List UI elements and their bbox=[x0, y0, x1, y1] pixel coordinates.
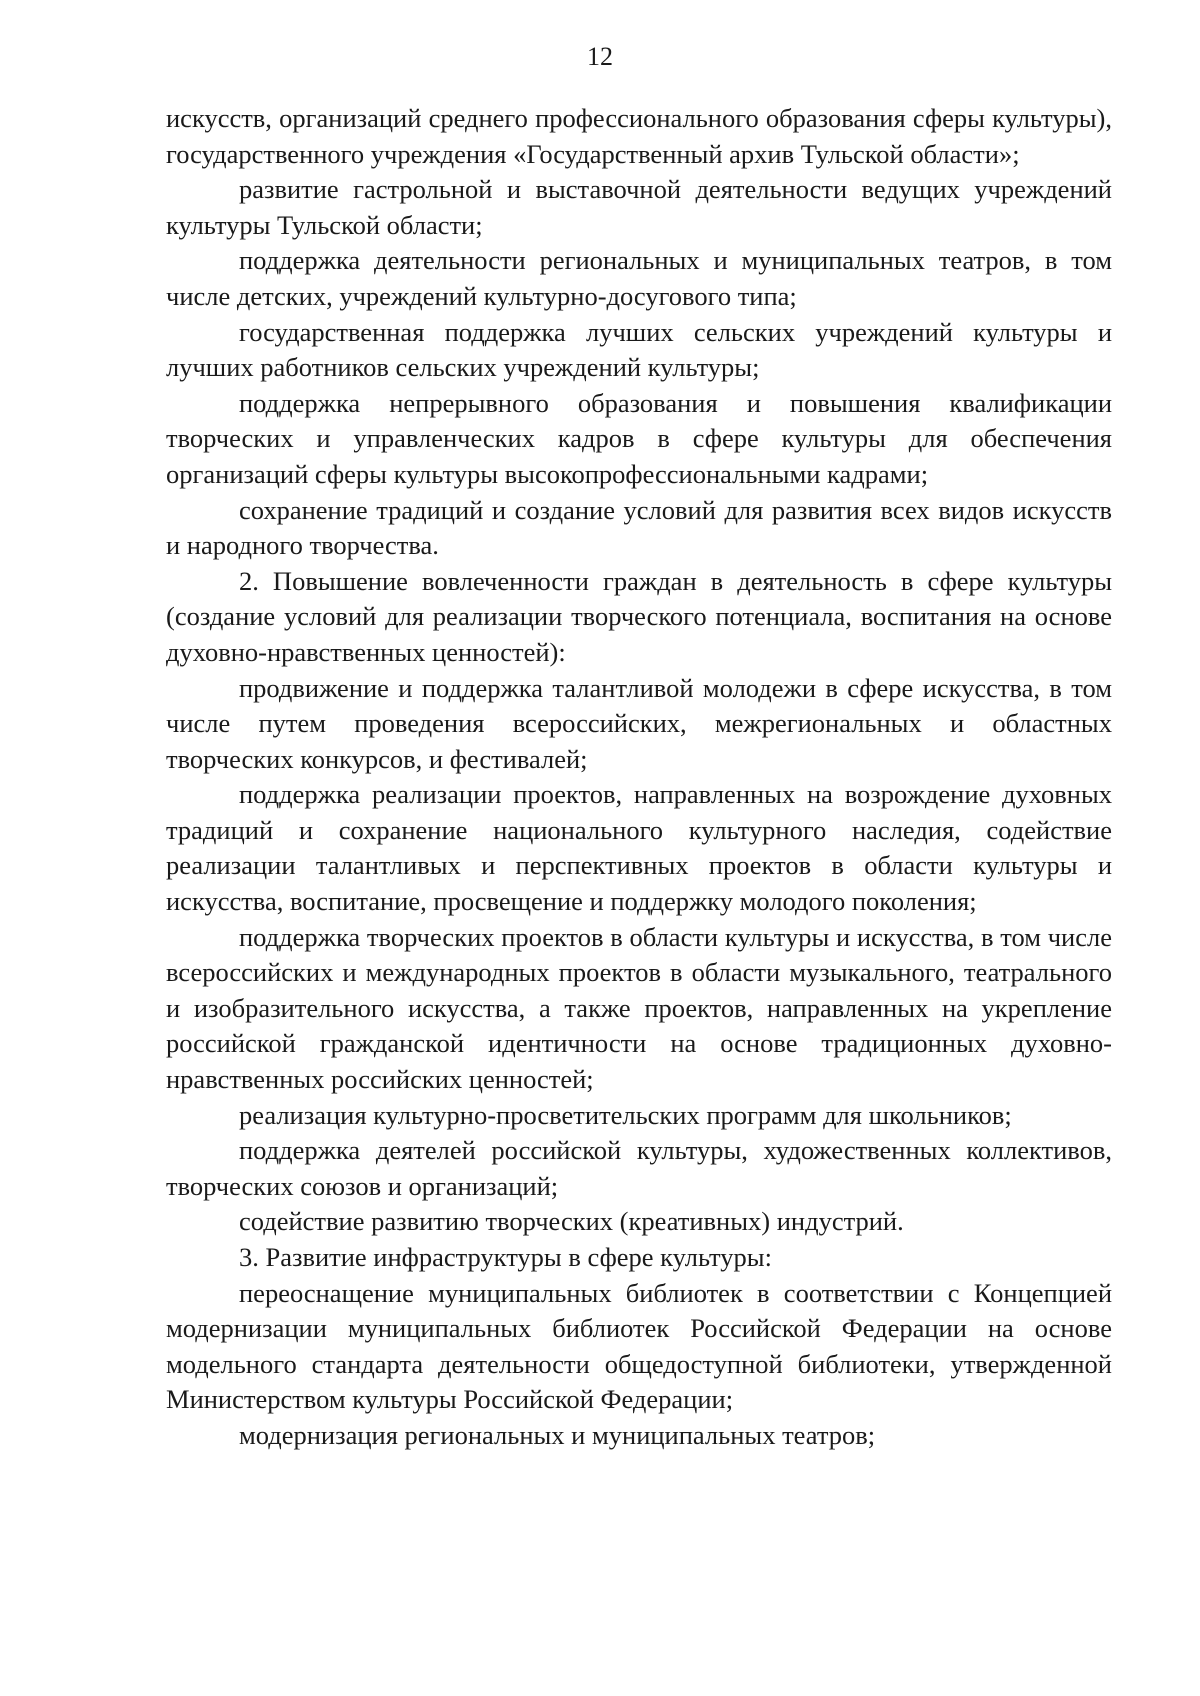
paragraph-touring-exhibitions: развитие гастрольной и выставочной деятельности ведущих учреждений культуры Тульской области; bbox=[166, 174, 1112, 240]
paragraph-section-2-heading: 2. Повышение вовлеченности граждан в деятельность в сфере культуры (создание условий для реализации творческого потенциала, воспитания на основе духовно-нравственных ценностей): bbox=[166, 565, 1112, 667]
paragraph-rural-institutions: государственная поддержка лучших сельских учреждений культуры и лучших работников сельских учреждений культуры; bbox=[166, 316, 1112, 383]
paragraph-school-programs: реализация культурно-просветительских программ для школьников; bbox=[239, 1099, 1012, 1130]
paragraph-continuous-education: поддержка непрерывного образования и повышения квалификации творческих и управленческих кадров в сфере культуры для обеспечения организаций сферы культуры высокопрофессиональными кадрами; bbox=[166, 387, 1112, 489]
document-body bbox=[166, 101, 1112, 1454]
paragraph-section-3-heading: 3. Развитие инфраструктуры в сфере культуры: bbox=[239, 1242, 772, 1272]
paragraph-creative-industries: содействие развитию творческих (креативных) индустрий. bbox=[239, 1206, 904, 1237]
paragraph-spiritual-traditions: поддержка реализации проектов, направленных на возрождение духовных традиций и сохранение национального культурного наследия, содействие реализации талантливых и перспективных проектов в области культуры и искусства, воспитание, просвещение и поддержку молодого поколения; bbox=[166, 779, 1112, 917]
page-number: 12 bbox=[587, 42, 613, 71]
paragraph-theatre-modernization: модернизация региональных и муниципальных театров; bbox=[239, 1419, 876, 1450]
paragraph-theatre-support: поддержка деятельности региональных и муниципальных театров, в том числе детских, учреждений культурно-досугового типа; bbox=[166, 245, 1112, 311]
paragraph-continuation: искусств, организаций среднего профессионального образования сферы культуры), государственного учреждения «Государственный архив Тульской области»; bbox=[166, 103, 1112, 169]
paragraph-talented-youth: продвижение и поддержка талантливой молодежи в сфере искусства, в том числе путем проведения всероссийских, межрегиональных и областных творческих конкурсов, и фестивалей; bbox=[166, 672, 1112, 774]
paragraph-creative-projects: поддержка творческих проектов в области культуры и искусства, в том числе всероссийских и международных проектов в области музыкального, театрального и изобразительного искусства, а также проектов, направленных на укрепление российской гражданской идентичности на основе традиционных духовно-нравственных российских ценностей; bbox=[166, 921, 1112, 1095]
paragraph-traditions: сохранение традиций и создание условий для развития всех видов искусств и народного творчества. bbox=[166, 494, 1112, 561]
paragraph-culture-figures: поддержка деятелей российской культуры, художественных коллективов, творческих союзов и организаций; bbox=[166, 1135, 1112, 1201]
paragraph-library-reequipment: переоснащение муниципальных библиотек в соответствии с Концепцией модернизации муниципальных библиотек Российской Федерации на основе модельного стандарта деятельности общедоступной библиотеки, утвержденной Министерством культуры Российской Федерации; bbox=[166, 1277, 1112, 1415]
